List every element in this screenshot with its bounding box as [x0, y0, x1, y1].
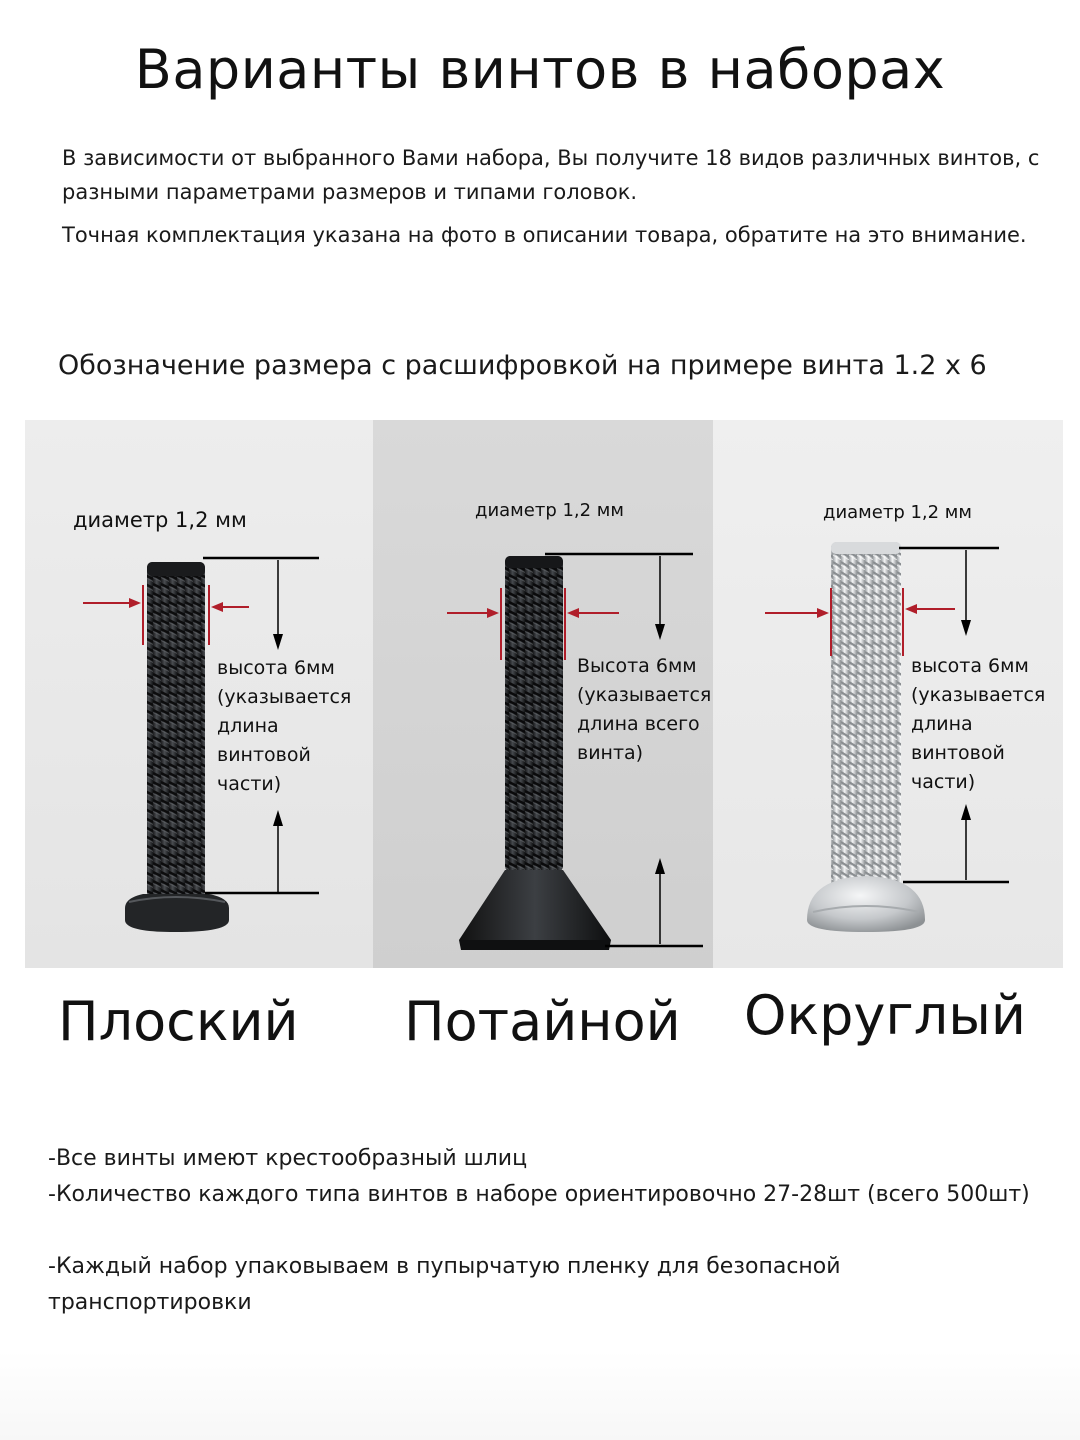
screw-panel-flat [25, 420, 373, 968]
note-quantity: -Количество каждого типа винтов в наборе ориентировочно 27-28шт (всего 500шт) [48, 1182, 1030, 1207]
bottom-background [0, 1350, 1080, 1440]
type-label-flat: Плоский [58, 990, 299, 1053]
height-label: Высота 6мм (указывается длина всего винта) [577, 655, 712, 764]
diameter-label: диаметр 1,2 мм [823, 502, 972, 523]
screw-panels [25, 420, 1063, 968]
diameter-label: диаметр 1,2 мм [475, 500, 624, 521]
note-packaging: -Каждый набор упаковываем в пупырчатую пленку для безопасной транспортировки [48, 1254, 841, 1315]
note-cross-slot: -Все винты имеют крестообразный шлиц [48, 1146, 528, 1171]
height-label: высота 6мм (указывается длина винтовой части) [217, 657, 352, 795]
intro-paragraph-2: Точная комплектация указана на фото в описании товара, обратите на это внимание. [62, 223, 1027, 247]
type-label-round: Округлый [744, 984, 1026, 1047]
screw-panel-countersunk [373, 420, 713, 968]
type-label-countersunk: Потайной [404, 990, 681, 1053]
screw-panel-round [713, 420, 1063, 968]
diameter-label: диаметр 1,2 мм [73, 508, 247, 532]
size-designation-subtitle: Обозначение размера с расшифровкой на примере винта 1.2 х 6 [58, 350, 987, 381]
intro-paragraph-1: В зависимости от выбранного Вами набора, Вы получите 18 видов различных винтов, с разными параметрами размеров и типами головок. [62, 146, 1040, 204]
height-label: высота 6мм (указывается длина винтовой части) [911, 655, 1046, 793]
page-title: Варианты винтов в наборах [134, 38, 946, 101]
